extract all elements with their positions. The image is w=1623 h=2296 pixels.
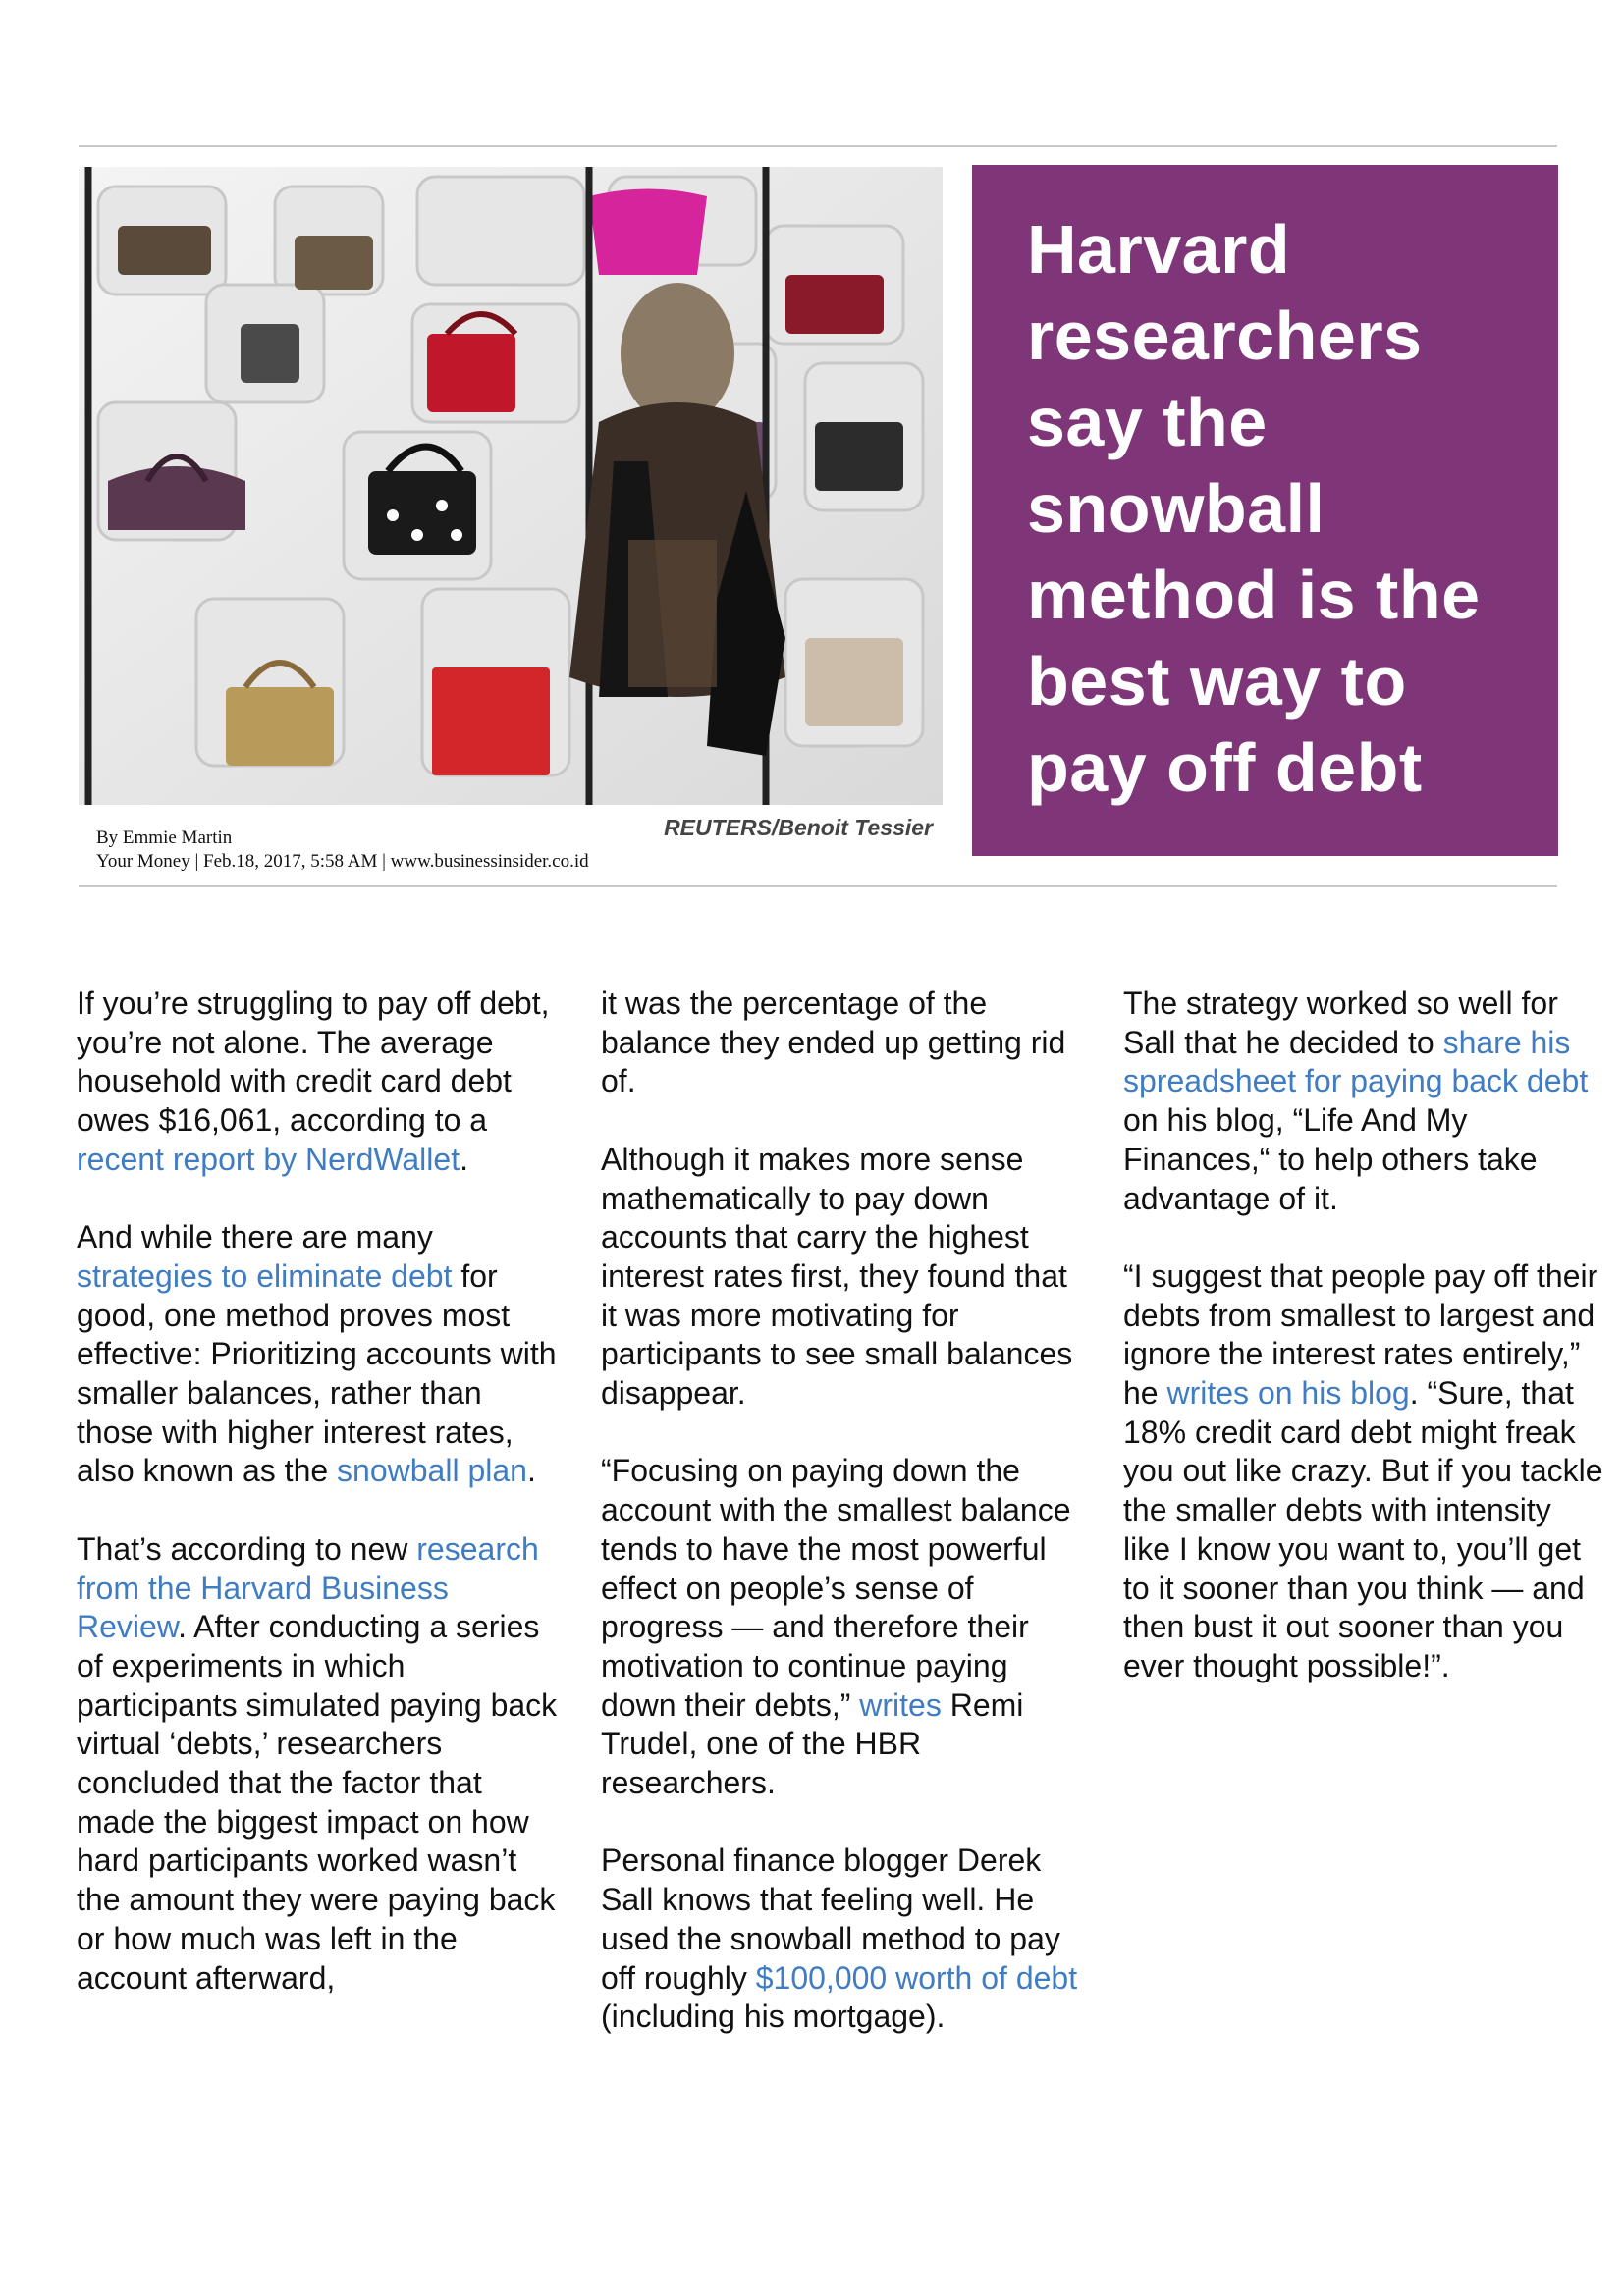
headline-panel — [972, 165, 1558, 856]
article-photo — [79, 167, 943, 805]
paragraph-5 — [601, 1452, 1082, 1802]
paragraph-text: “Focusing on paying down the account with the smallest balance tends to have the most powerful effect on people’s sense of progress — and therefore their motivation to continue paying down their debts,” — [601, 1453, 1071, 1723]
link-strategies-eliminate-debt[interactable]: strategies to eliminate debt — [77, 1257, 453, 1294]
paragraph-text: If you’re struggling to pay off debt, you’re not alone. The average household with credit card debt owes $16,061, according to a — [77, 986, 550, 1139]
paragraph-text: The strategy worked so well for Sall that he decided to — [1123, 986, 1558, 1060]
photo-credit: REUTERS/Benoit Tessier — [664, 815, 933, 840]
link-hbr-research[interactable]: research from the Harvard Business Review — [77, 1530, 539, 1645]
link-writes[interactable]: writes — [859, 1686, 942, 1723]
paragraph-text: . “Sure, that 18% credit card debt might freak you out like crazy. But if you tackle the smaller debts with intensity like I know you want to, you’ll get to it sooner than you think — and then bust it out sooner than you ever thought possible!”. — [1123, 1375, 1603, 1683]
paragraph-2 — [77, 1218, 558, 1491]
article-column-1 — [77, 985, 558, 2037]
link-snowball-plan[interactable]: snowball plan — [337, 1453, 527, 1489]
paragraph-text: Personal finance blogger Derek Sall knows that feeling well. He used the snowball method to pay off roughly — [601, 1842, 1060, 1996]
byline-meta: Your Money | Feb.18, 2017, 5:58 AM | www.businessinsider.co.id — [96, 851, 589, 872]
paragraph-text: for good, one method proves most effective: Prioritizing accounts with smaller balances, rather than those with higher interest rates, also known as the — [77, 1257, 557, 1489]
paragraph-3-continued: it was the percentage of the balance they ended up getting rid of. — [601, 986, 1066, 1099]
paragraph-text: “I suggest that people pay off their debts from smallest to largest and ignore the interest rates entirely,” he — [1123, 1257, 1598, 1412]
paragraph-3 — [77, 1530, 558, 1998]
paragraph-8 — [1123, 1257, 1604, 1686]
article-headline: Harvard researchers say the snowball method is the best way to pay off debt — [1027, 211, 1481, 806]
paragraph-6 — [601, 1842, 1082, 2037]
paragraph-text: . — [526, 1453, 536, 1489]
paragraph-4: Although it makes more sense mathematically to pay down accounts that carry the highest interest rates first, they found that it was more motivating for participants to see small balances disappear. — [601, 1141, 1073, 1412]
link-share-spreadsheet[interactable]: share his spreadsheet for paying back debt — [1123, 1024, 1589, 1099]
paragraph-text: on his blog, “Life And My Finances,“ to help others take advantage of it. — [1123, 1102, 1538, 1216]
paragraph-text: That’s according to new — [77, 1530, 417, 1567]
paragraph-7 — [1123, 985, 1604, 1218]
paragraph-1 — [77, 985, 558, 1180]
article-column-3 — [1123, 985, 1604, 1725]
byline — [96, 827, 589, 874]
paragraph-text: . — [460, 1141, 468, 1177]
article-column-2 — [601, 985, 1082, 2076]
link-writes-on-blog[interactable]: writes on his blog — [1166, 1375, 1410, 1412]
paragraph-text: . After conducting a series of experiments in which participants simulated paying back virtual ‘debts,’ researchers concluded that the factor that made the biggest impact on how hard participants worked wasn’t the amount they were paying back or how much was left in the account afterward, — [77, 1609, 558, 1996]
bottom-divider — [79, 885, 1557, 887]
paragraph-text: And while there are many — [77, 1219, 433, 1255]
paragraph-text: Remi Trudel, one of the HBR researchers. — [601, 1686, 1024, 1801]
paragraph-text: (including his mortgage). — [601, 1999, 946, 2035]
top-divider — [79, 145, 1557, 147]
link-nerdwallet-report[interactable]: recent report by NerdWallet — [77, 1141, 460, 1177]
byline-author: By Emmie Martin — [96, 828, 233, 848]
link-100000-debt[interactable]: $100,000 worth of debt — [755, 1959, 1078, 1996]
